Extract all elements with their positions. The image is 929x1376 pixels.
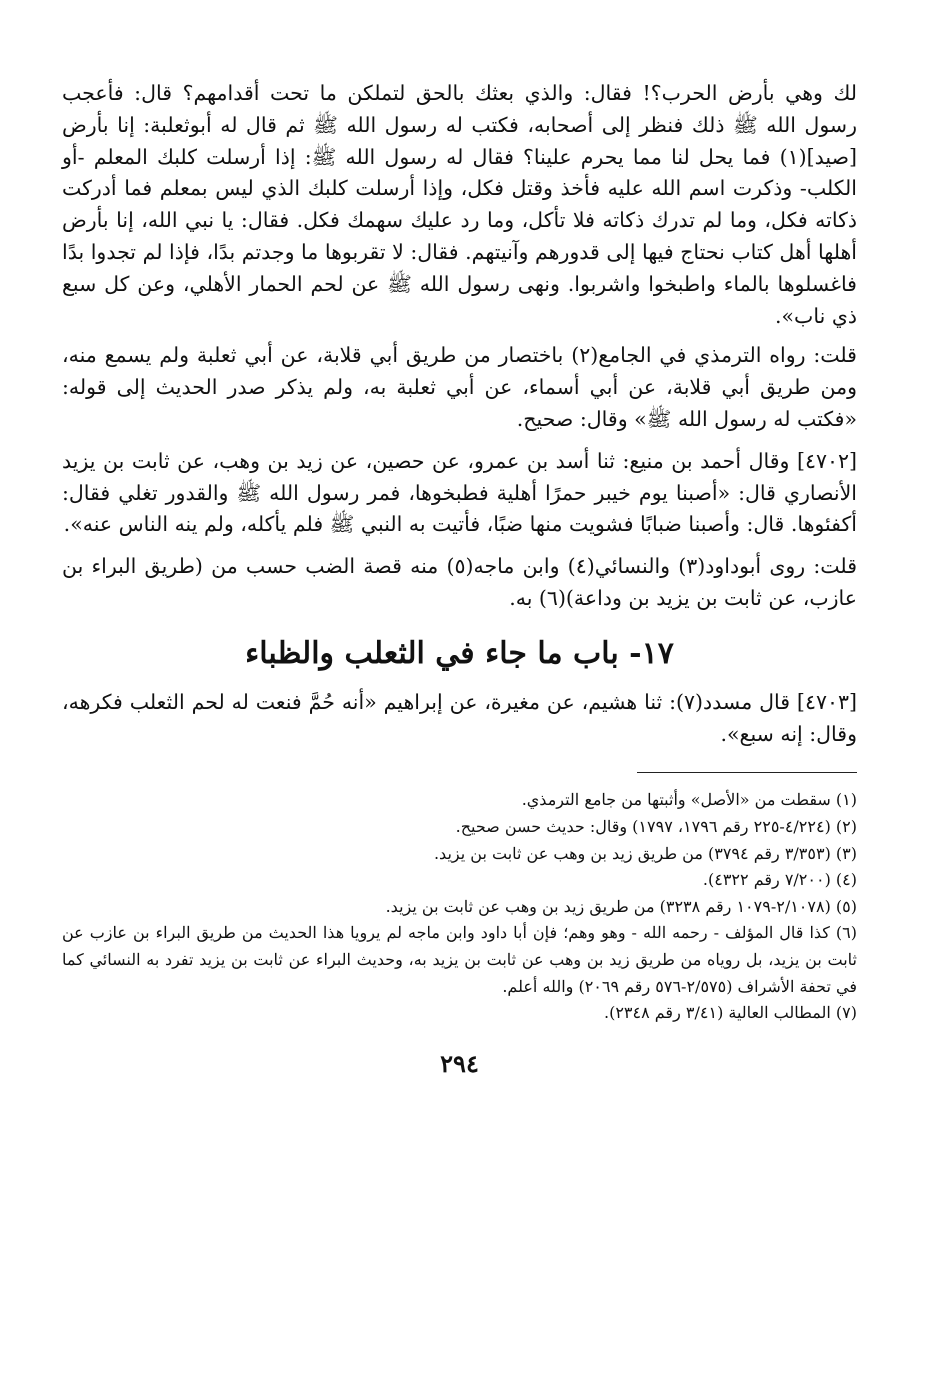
- hadith-paragraph-4702: [٤٧٠٢] وقال أحمد بن منيع: ثنا أسد بن عمرو، عن حصين، عن زيد بن وهب، عن ثابت بن يزيد الأنصاري قال: «أصبنا يوم خيبر حمرًا أهلية فطبخوها، فمر رسول الله ﷺ والقدور تغلي فقال: أكفئوها. قال: وأصبنا ضبابًا فشويت منها ضبًا، فأتيت به النبي ﷺ فلم يأكله، ولم ينه الناس عنه».: [62, 448, 857, 537]
- page-number: ٢٩٤: [440, 1048, 479, 1078]
- book-page: [62, 78, 857, 1336]
- commentary-paragraph-tirmidhi: قلت: رواه الترمذي في الجامع(٢) باختصار من طريق أبي قلابة، عن أبي ثعلبة ولم يسمع منه، ومن طريق أبي قلابة، عن أبي أسماء، عن أبي ثعلبة به، ولم يذكر صدر الحديث إلى قوله: «فكتب له رسول الله ﷺ» وقال: صحيح.: [62, 343, 857, 431]
- body-paragraph-1: لك وهي بأرض الحرب؟! فقال: والذي بعثك بالحق لتملكن ما تحت أقدامهم؟ قال: فأعجب رسول الله ﷺ ذلك فنظر إلى أصحابه، فكتب له رسول الله ﷺ ثم قال له أبوثعلبة: إنا بأرض [صيد](١) فما يحل لنا مما يحرم علينا؟ فقال له رسول الله ﷺ: إذا أرسلت كلبك المعلم -أو الكلب- وذكرت اسم الله عليه فأخذ وقتل فكل، وإذا أرسلت كلبك الذي ليس بمعلم فما أدركت ذكاته فكل، وما لم تدرك ذكاته فلا تأكل، وما رد عليك سهمك فكل. فقال: يا نبي الله، إنا بأرض أهلها أهل كتاب نحتاج فيها إلى قدورهم وآنيتهم. فقال: لا تقربوها ما وجدتم بدًا، فإذا لم تجدوا بدًا فاغسلوها بالماء واطبخوا واشربوا. ونهى رسول الله ﷺ عن لحم الحمار الأهلي، وعن كل سبع ذي ناب».: [62, 81, 857, 328]
- hadith-paragraph-4703: [٤٧٠٣] قال مسدد(٧): ثنا هشيم، عن مغيرة، عن إبراهيم «أنه حُمَّ فنعت له لحم الثعلب فكرهه، وقال: إنه سبع».: [62, 689, 857, 746]
- chapter-heading: ١٧- باب ما جاء في الثعلب والظباء: [245, 635, 674, 671]
- footnote-2: (٢) (٤/٢٢٤-٢٢٥ رقم ١٧٩٦، ١٧٩٧) وقال: حديث حسن صحيح.: [455, 816, 857, 836]
- commentary-paragraph-abu-dawud: قلت: روى أبوداود(٣) والنسائي(٤) وابن ماجه(٥) منه قصة الضب حسب من (طريق البراء بن عازب، عن ثابت بن يزيد بن وداعة)(٦) به.: [62, 554, 858, 610]
- footnote-divider: [637, 772, 857, 773]
- footnote-5: (٥) (٢/١٠٧٨-١٠٧٩ رقم ٣٢٣٨) من طريق زيد بن وهب عن ثابت بن يزيد.: [385, 896, 857, 916]
- footnotes-section: [62, 787, 857, 1026]
- footnote-3: (٣) (٣/٣٥٣ رقم ٣٧٩٤) من طريق زيد بن وهب عن ثابت بن يزيد.: [433, 843, 857, 863]
- footnote-6: (٦) كذا قال المؤلف - رحمه الله - وهو وهم؛ فإن أبا داود وابن ماجه لم يرويا هذا الحديث من طريق البراء بن عازب عن ثابت بن يزيد، بل روياه من طريق زيد بن وهب عن ثابت بن يزيد به، وحديث البراء عن ثابت بن يزيد تفرد به النسائي كما في تحفة الأشراف (٢/٥٧٥-٥٧٦ رقم ٢٠٦٩) والله أعلم.: [62, 923, 857, 996]
- footnote-4: (٤) (٧/٢٠٠ رقم ٤٣٢٢).: [702, 870, 857, 890]
- footnote-7: (٧) المطالب العالية (٣/٤١ رقم ٢٣٤٨).: [603, 1003, 857, 1023]
- footnote-1: (١) سقطت من «الأصل» وأثبتها من جامع الترمذي.: [521, 790, 857, 810]
